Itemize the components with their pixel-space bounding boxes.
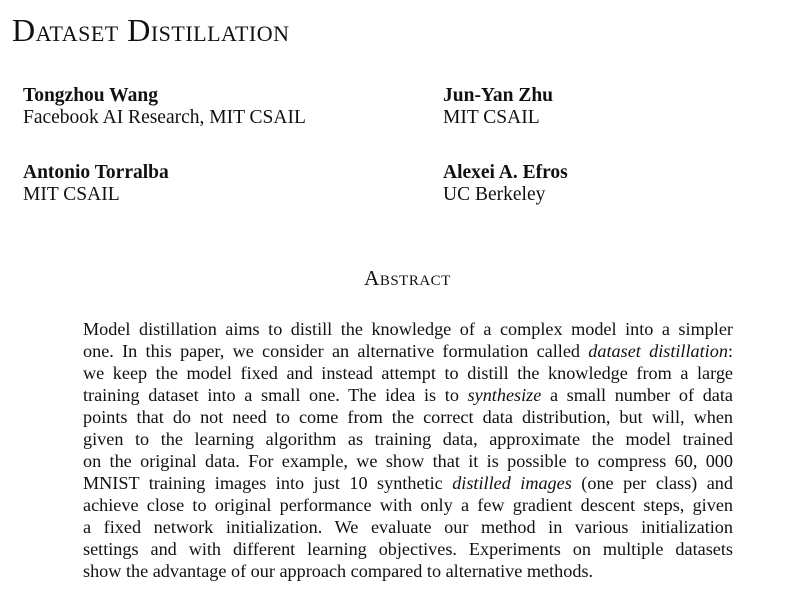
author-block: [23, 162, 169, 206]
abstract-text: on the original data. For example, we show that it is possible to compress 60, 000: [83, 451, 733, 471]
abstract-text: settings and with different learning objectives. Experiments on multiple datasets: [83, 539, 733, 559]
abstract-text: a small number of data: [541, 385, 733, 405]
abstract-line: [83, 516, 733, 538]
abstract-text: given to the learning algorithm as training data, approximate the model trained: [83, 429, 733, 449]
abstract-text: one. In this paper, we consider an alternative formulation called: [83, 341, 589, 361]
abstract-line: [83, 340, 733, 362]
author-name: Alexei A. Efros: [443, 162, 568, 183]
abstract-body: [83, 318, 733, 582]
author-name: Tongzhou Wang: [23, 85, 158, 106]
author-name: Antonio Torralba: [23, 162, 169, 183]
abstract-line: [83, 560, 733, 582]
author-block: [23, 85, 306, 129]
abstract-line: [83, 472, 733, 494]
abstract-line: [83, 384, 733, 406]
abstract-text: training dataset into a small one. The idea is to: [83, 385, 468, 405]
abstract-text: :: [727, 341, 733, 361]
abstract-emphasis: synthesize: [467, 385, 542, 405]
abstract-heading: Abstract: [364, 266, 451, 290]
abstract-text: a fixed network initialization. We evaluate our method in various initialization: [83, 517, 733, 537]
abstract-text: we keep the model fixed and instead attempt to distill the knowledge from a large: [83, 363, 733, 383]
abstract-line: [83, 538, 733, 560]
abstract-line: [83, 428, 733, 450]
abstract-line: [83, 406, 733, 428]
abstract-line: [83, 318, 733, 340]
abstract-emphasis: distilled images: [452, 473, 572, 493]
abstract-line: [83, 494, 733, 516]
author-block: [443, 162, 568, 206]
paper-title: Dataset Distillation: [12, 12, 290, 48]
author-block: [443, 85, 553, 129]
author-affiliation: UC Berkeley: [443, 184, 546, 205]
author-affiliation: MIT CSAIL: [23, 184, 120, 205]
author-affiliation: Facebook AI Research, MIT CSAIL: [23, 107, 306, 128]
abstract-text: show the advantage of our approach compared to alternative methods.: [83, 561, 594, 581]
abstract-text: (one per class) and: [571, 473, 733, 493]
author-name: Jun-Yan Zhu: [443, 85, 554, 106]
abstract-emphasis: dataset distillation: [588, 341, 728, 361]
abstract-text: points that do not need to come from the correct data distribution, but will, when: [83, 407, 733, 427]
abstract-text: Model distillation aims to distill the knowledge of a complex model into a simpler: [83, 319, 733, 339]
author-affiliation: MIT CSAIL: [443, 107, 540, 128]
abstract-text: achieve close to original performance with only a few gradient descent steps, given: [83, 495, 733, 515]
abstract-line: [83, 450, 733, 472]
abstract-text: MNIST training images into just 10 synthetic: [83, 473, 453, 493]
abstract-line: [83, 362, 733, 384]
